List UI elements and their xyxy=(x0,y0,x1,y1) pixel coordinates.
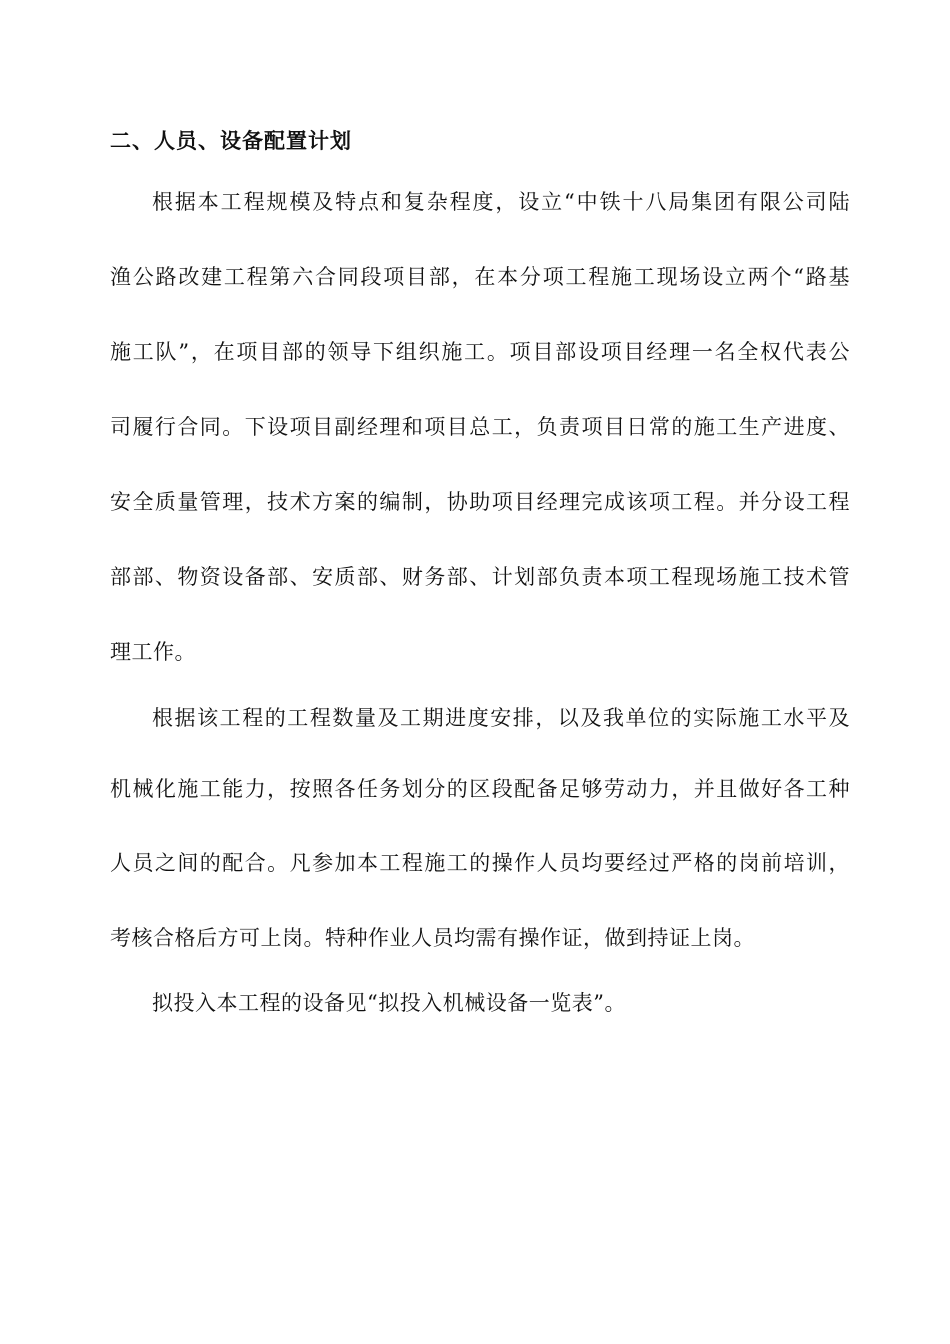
paragraph-1-line-5: 安全质量管理，技术方案的编制，协助项目经理完成该项工程。并分设工程 xyxy=(110,490,850,514)
paragraph-1-line-6: 部部、物资设备部、安质部、财务部、计划部负责本项工程现场施工技术管 xyxy=(110,565,850,589)
paragraph-1-line-4: 司履行合同。下设项目副经理和项目总工，负责项目日常的施工生产进度、 xyxy=(110,415,850,439)
paragraph-2-line-1: 根据该工程的工程数量及工期进度安排，以及我单位的实际施工水平及 xyxy=(152,706,850,730)
paragraph-2-line-3: 人员之间的配合。凡参加本工程施工的操作人员均要经过严格的岗前培训， xyxy=(110,851,850,875)
paragraph-2-line-2: 机械化施工能力，按照各任务划分的区段配备足够劳动力，并且做好各工种 xyxy=(110,777,850,801)
paragraph-1-line-1: 根据本工程规模及特点和复杂程度，设立“中铁十八局集团有限公司陆 xyxy=(152,190,850,214)
paragraph-1-line-7: 理工作。 xyxy=(110,640,196,664)
paragraph-3-line-1: 拟投入本工程的设备见“拟投入机械设备一览表”。 xyxy=(152,991,626,1015)
paragraph-2-line-4: 考核合格后方可上岗。特种作业人员均需有操作证，做到持证上岗。 xyxy=(110,926,755,950)
paragraph-1-line-3: 施工队”，在项目部的领导下组织施工。项目部设项目经理一名全权代表公 xyxy=(110,340,850,364)
section-heading: 二、人员、设备配置计划 xyxy=(110,129,352,153)
paragraph-1-line-2: 渔公路改建工程第六合同段项目部，在本分项工程施工现场设立两个“路基 xyxy=(110,265,850,289)
